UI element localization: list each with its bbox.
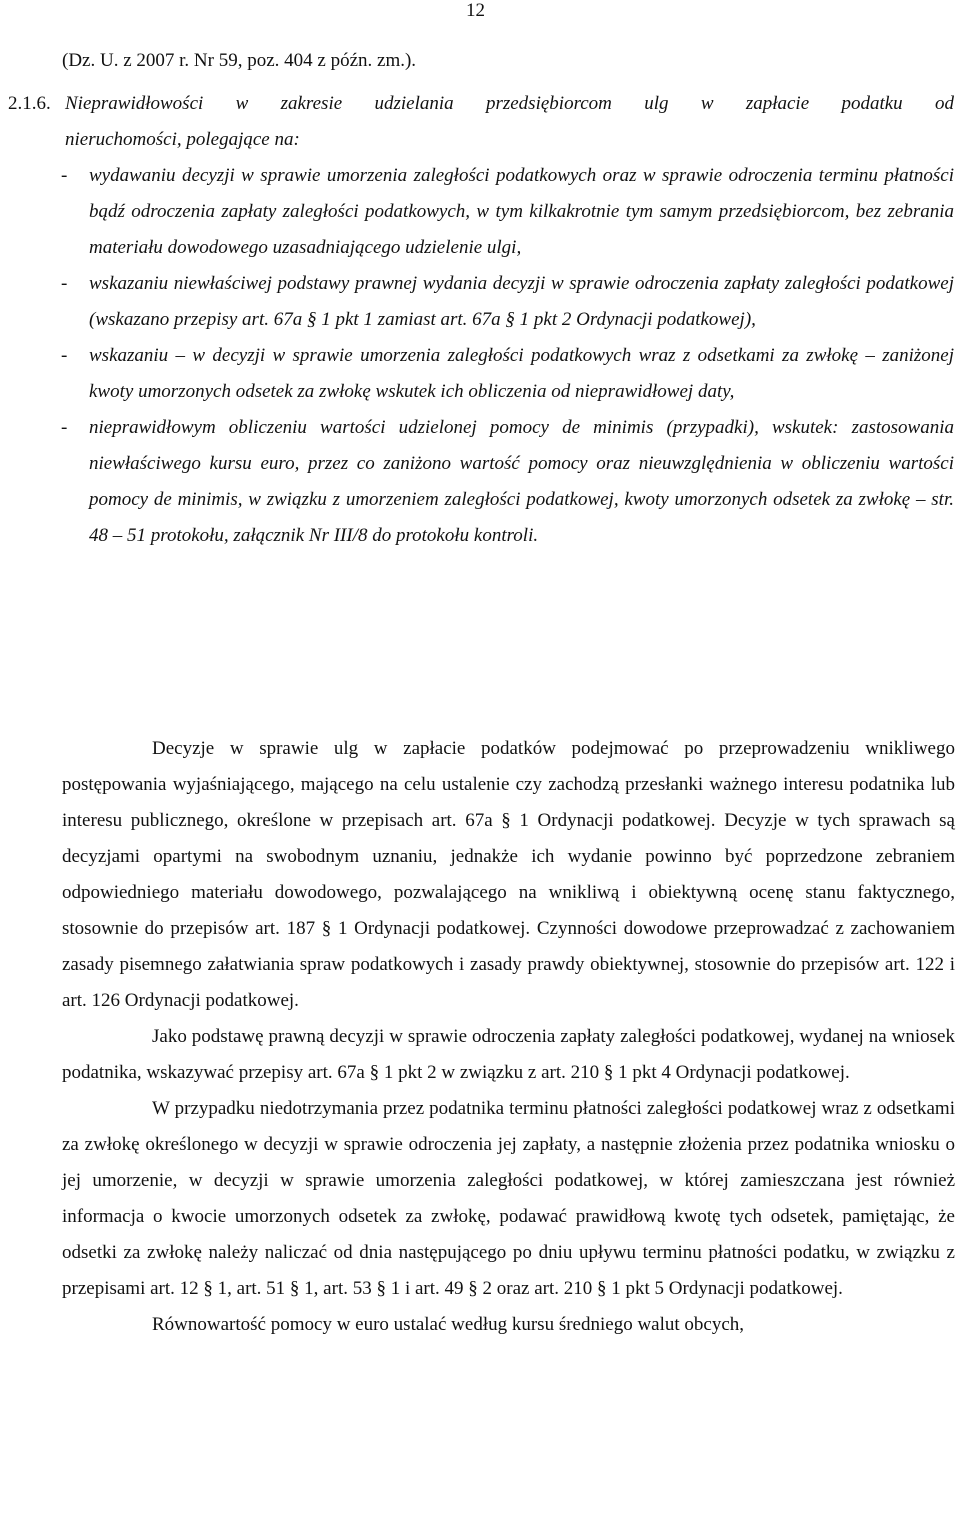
bullet-dash: - xyxy=(61,345,68,366)
paragraph-1: Decyzje w sprawie ulg w zapłacie podatków podejmować po przeprowadzeniu wnikliwego postępowania wyjaśniającego, mającego na celu ustalenie czy zachodzą przesłanki ważnego interesu podatnika lub interesu publicznego, określone w przepisach art. 67a § 1 Ordynacji podatkowej. Decyzje w tych sprawach są decyzjami opartymi na swobodnym uznaniu, jednakże ich wydanie powinno być poprzedzone zebraniem odpowiedniego materiału dowodowego, pozwalającego na wnikliwą i obiektywną ocenę stanu faktycznego, stosownie do przepisów art. 187 § 1 Ordynacji podatkowej. Czynności dowodowe przeprowadzać z zachowaniem zasady pisemnego załatwiania spraw podatkowych i zasady prawdy obiektywnej, stosownie do przepisów art. 122 i art. 126 Ordynacji podatkowej. xyxy=(62,738,955,1011)
finding-bullet-2 xyxy=(61,266,954,338)
bullet-text: wskazaniu niewłaściwej podstawy prawnej wydania decyzji w sprawie odroczenia zapłaty zaległości podatkowej (wskazano przepisy art. 67a § 1 pkt 1 zamiast art. 67a § 1 pkt 2 Ordynacji podatkowej), xyxy=(89,273,954,330)
finding-section xyxy=(8,86,954,554)
finding-title-line2: nieruchomości, polegające na: xyxy=(65,129,300,150)
finding-title-line1: Nieprawidłowości w zakresie udzielania przedsiębiorcom ulg w zapłacie podatku od xyxy=(65,93,954,114)
legal-reference-line: (Dz. U. z 2007 r. Nr 59, poz. 404 z późn. zm.). xyxy=(62,50,417,71)
bullet-text: wskazaniu – w decyzji w sprawie umorzenia zaległości podatkowych wraz z odsetkami za zwłokę – zaniżonej kwoty umorzonych odsetek za zwłokę wskutek ich obliczenia od nieprawidłowej daty, xyxy=(89,345,954,402)
bullet-dash: - xyxy=(61,417,68,438)
finding-bullet-4 xyxy=(61,410,954,554)
paragraph-4: Równowartość pomocy w euro ustalać według kursu średniego walut obcych, xyxy=(152,1314,745,1335)
bullet-text: wydawaniu decyzji w sprawie umorzenia zaległości podatkowych oraz w sprawie odroczenia terminu płatności bądź odroczenia zapłaty zaległości podatkowych, w tym kilkakrotnie tym samym przedsiębiorcom, bez zebrania materiału dowodowego uzasadniającego udzielenie ulgi, xyxy=(89,165,954,258)
finding-number: 2.1.6. xyxy=(8,93,51,114)
paragraph-3: W przypadku niedotrzymania przez podatnika terminu płatności zaległości podatkowej wraz z odsetkami za zwłokę określonego w decyzji w sprawie odroczenia jej zapłaty, a następnie złożenia przez podatnika wniosku o jej umorzenie, w decyzji w sprawie umorzenia zaległości podatkowej, w której zamieszczana jest również informacja o kwocie umorzonych odsetek za zwłokę, podawać prawidłową kwotę tych odsetek, pamiętając, że odsetki za zwłokę należy naliczać od dnia następującego po dniu upływu terminu płatności podatku, w związku z przepisami art. 12 § 1, art. 51 § 1, art. 53 § 1 i art. 49 § 2 oraz art. 210 § 1 pkt 5 Ordynacji podatkowej. xyxy=(62,1098,955,1299)
recommendations-body xyxy=(62,731,955,1343)
finding-bullet-3 xyxy=(61,338,954,410)
bullet-dash: - xyxy=(61,165,68,186)
bullet-text: nieprawidłowym obliczeniu wartości udzielonej pomocy de minimis (przypadki), wskutek: zastosowania niewłaściwego kursu euro, przez co zaniżono wartość pomocy oraz nieuwzględnienia w obliczeniu wartości pomocy de minimis, w związku z umorzeniem zaległości podatkowej, kwoty umorzonych odsetek za zwłokę – str. 48 – 51 protokołu, załącznik Nr III/8 do protokołu kontroli. xyxy=(89,417,954,546)
bullet-dash: - xyxy=(61,273,68,294)
page-number: 12 xyxy=(466,0,485,21)
paragraph-2: Jako podstawę prawną decyzji w sprawie odroczenia zapłaty zaległości podatkowej, wydanej na wniosek podatnika, wskazywać przepisy art. 67a § 1 pkt 2 w związku z art. 210 § 1 pkt 4 Ordynacji podatkowej. xyxy=(62,1026,955,1083)
finding-heading xyxy=(8,86,954,122)
finding-bullet-1 xyxy=(61,158,954,266)
